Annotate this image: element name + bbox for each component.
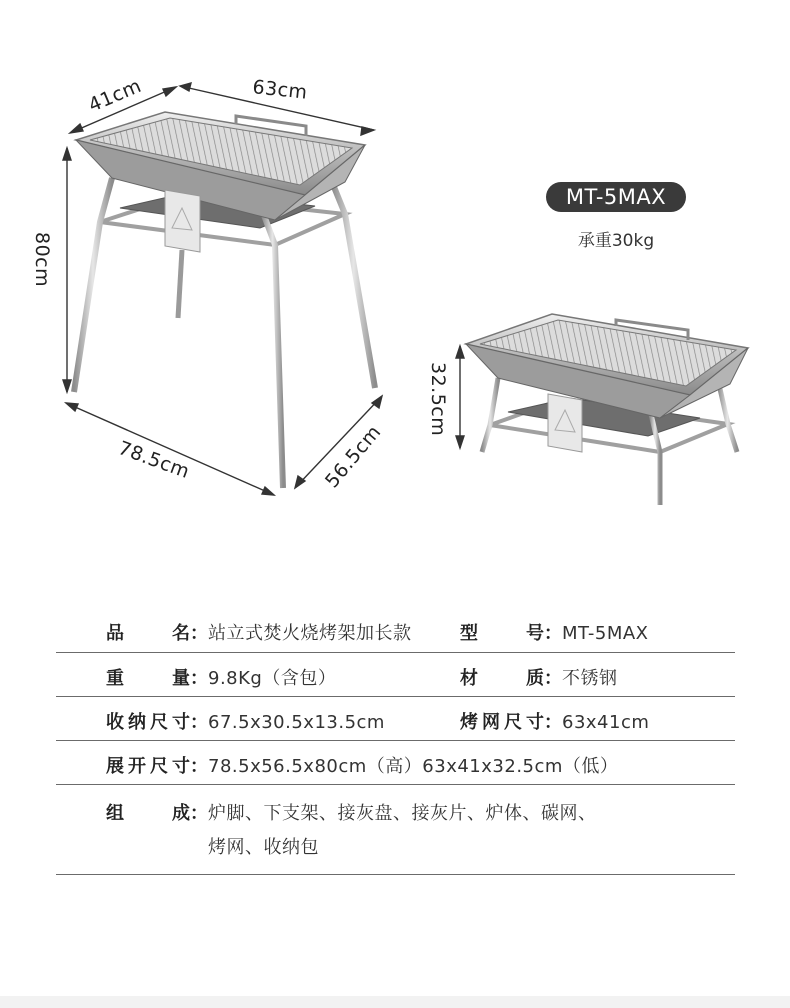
low-height-label: 32.5cm xyxy=(427,362,449,437)
spec-row-parts: 组成：炉脚、下支架、接灰盘、接灰片、炉体、碳网、 烤网、收纳包 xyxy=(56,785,735,875)
model-badge: MT-5MAX xyxy=(546,182,686,212)
unfold-size-value: 78.5x56.5x80cm（高）63x41x32.5cm（低） xyxy=(208,756,619,777)
parts-value-line2: 烤网、收纳包 xyxy=(208,837,319,858)
weight-label: 重量 xyxy=(106,668,190,689)
spec-row-weight-material: 重量：9.8Kg（含包） 材质：不锈钢 xyxy=(56,653,735,697)
width-label: 63cm xyxy=(251,76,309,104)
low-grill-illustration xyxy=(466,314,748,505)
spec-row-storage-grill: 收纳尺寸：67.5x30.5x13.5cm 烤网尺寸：63x41cm xyxy=(56,697,735,741)
height-label: 80cm xyxy=(31,232,53,288)
low-grill-dimension-line xyxy=(456,346,464,448)
name-label: 品名 xyxy=(106,623,190,644)
model-label: 型号 xyxy=(460,623,544,644)
base-width-dimension-line xyxy=(66,403,274,495)
spec-row-unfold: 展开尺寸：78.5x56.5x80cm（高）63x41x32.5cm（低） xyxy=(56,741,735,785)
spec-row-name-model: 品名：站立式焚火烧烤架加长款 型号：MT-5MAX xyxy=(56,608,735,653)
low-front-logo-plate xyxy=(548,394,582,452)
parts-value-line1: 炉脚、下支架、接灰盘、接灰片、炉体、碳网、 xyxy=(208,803,597,824)
depth-label: 41cm xyxy=(85,74,145,117)
bottom-band xyxy=(0,996,790,1008)
material-value: 不锈钢 xyxy=(562,668,618,689)
name-value: 站立式焚火烧烤架加长款 xyxy=(208,623,412,644)
low-back-right-leg xyxy=(718,380,737,452)
front-logo-plate xyxy=(165,190,200,252)
load-capacity: 承重30kg xyxy=(577,231,655,251)
base-depth-label: 56.5cm xyxy=(320,421,386,493)
grill-size-value: 63x41cm xyxy=(562,712,650,733)
storage-size-value: 67.5x30.5x13.5cm xyxy=(208,712,385,733)
front-left-leg xyxy=(74,178,112,392)
unfold-size-label: 展开尺寸 xyxy=(106,756,190,777)
spec-table xyxy=(56,608,735,875)
base-width-label: 78.5cm xyxy=(115,437,193,484)
parts-label: 组成 xyxy=(106,803,190,824)
front-right-leg xyxy=(262,210,283,488)
storage-size-label: 收纳尺寸 xyxy=(106,712,190,733)
rear-leg xyxy=(178,250,182,318)
standing-grill-illustration xyxy=(74,112,375,488)
low-front-left-leg xyxy=(482,378,498,452)
weight-value: 9.8Kg（含包） xyxy=(208,668,337,689)
grill-size-label: 烤网尺寸 xyxy=(460,712,544,733)
material-label: 材质 xyxy=(460,668,544,689)
model-value: MT-5MAX xyxy=(562,623,649,644)
